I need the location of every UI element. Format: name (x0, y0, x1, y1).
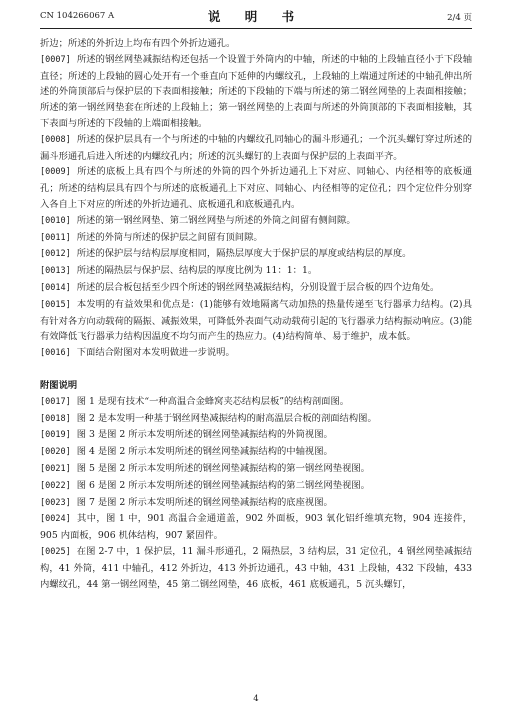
paragraph-text: 图 6 是图 2 所示本发明所述的钢丝网垫减振结构的第二钢丝网垫视图。 (76, 479, 370, 491)
figure-paragraph (40, 461, 472, 478)
page-header (40, 6, 472, 29)
page-number: 4 (253, 694, 259, 704)
figure-paragraph (40, 394, 472, 411)
paragraph-text: 所述的底板上具有四个与所述的外筒的四个外折边通孔上下对应、同轴心、内径相等的底板通孔；所述的结构层具有四个与所述的底板通孔上下对应、同轴心、内径相等的定位孔；四个定位件分别穿入各自上下对应的所述的外折边通孔、底板通孔和底板通孔内。 (40, 166, 472, 210)
paragraph-number: [0012] (40, 249, 71, 260)
paragraph-text: 图 2 是本发明一种基于钢丝网垫减振结构的耐高温层合板的剖面结构图。 (76, 412, 377, 424)
paragraph-text: 所述的层合板包括至少四个所述的钢丝网垫减振结构，分别设置于层合板的四个边角处。 (76, 281, 440, 293)
paragraph-number: [0024] (40, 514, 71, 525)
paragraph (40, 345, 472, 362)
paragraph-text: 所述的隔热层与保护层、结构层的厚度比例为 11：1：1。 (76, 265, 318, 277)
section-title: 附图说明 (40, 379, 78, 391)
paragraph-number: [0011] (40, 232, 71, 243)
paragraph-text: 图 3 是图 2 所示本发明所述的钢丝网垫减振结构的外筒视图。 (76, 429, 333, 441)
paragraph-text: 所述的钢丝网垫减振结构还包括一个设置于外筒内的中轴，所述的中轴的上段轴直径小于下段轴直径；所述的上段轴的圆心处开有一个垂直向下延伸的内螺纹孔，上段轴的上端通过所述的中轴孔伸出所述的外筒顶部后与保护层的下表面相接触；所述的下段轴的下端与所述的第二钢丝网垫的上表面相接触；所述的第一钢丝网垫套在所述的上段轴上；第一钢丝网垫的上表面与所述的外筒顶部的下表面相接触，其下表面与所述的下段轴的上端面相接触。 (40, 53, 472, 129)
paragraph-text: 所述的外筒与所述的保护层之间留有顶间隙。 (76, 231, 263, 243)
paragraph-number: [0017] (40, 396, 71, 407)
figure-paragraph (40, 411, 472, 428)
paragraph-text: 图 5 是图 2 所示本发明所述的钢丝网垫减振结构的第一钢丝网垫视图。 (76, 462, 370, 474)
paragraph (40, 297, 472, 345)
paragraph-number: [0007] (40, 54, 71, 65)
figure-paragraph (40, 478, 472, 495)
figure-paragraph (40, 427, 472, 444)
paragraph-number: [0015] (40, 299, 71, 310)
figure-paragraph (40, 511, 472, 544)
paragraph-number: [0018] (40, 413, 71, 424)
paragraph (40, 280, 472, 297)
paragraph-number: [0021] (40, 463, 71, 474)
paragraph (40, 213, 472, 230)
paragraph (40, 230, 472, 247)
paragraph-number: [0013] (40, 266, 71, 277)
paragraph-text: 图 7 是图 2 所示本发明所述的钢丝网垫减振结构的底座视图。 (76, 496, 333, 508)
paragraph-text: 图 1 是现有技术“一种高温合金蜂窝夹芯结构层板”的结构剖面图。 (76, 395, 350, 407)
figure-paragraph (40, 544, 472, 592)
paragraph-number: [0023] (40, 497, 71, 508)
figure-paragraph (40, 495, 472, 512)
paragraph-number: [0008] (40, 134, 71, 145)
paragraph-text: 其中，图 1 中，901 高温合金通道盖，902 外面板，903 氧化铝纤维填充物，904 连接件，905 内面板，906 机体结构，907 紧固件。 (40, 513, 472, 542)
paragraph-number: [0014] (40, 282, 71, 293)
paragraph (40, 52, 472, 132)
paragraph-text: 折边；所述的外折边上均布有四个外折边通孔。 (40, 38, 236, 49)
paragraph-number: [0020] (40, 447, 71, 458)
paragraph-number: [0022] (40, 480, 71, 491)
paragraph-text: 所述的保护层具有一个与所述的中轴的内螺纹孔同轴心的漏斗形通孔；一个沉头螺钉穿过所述的漏斗形通孔后进入所述的内螺纹孔内；所述的沉头螺钉的上表面与保护层的上表面平齐。 (40, 133, 472, 162)
paragraph-number: [0016] (40, 348, 71, 359)
paragraph-text: 下面结合附图对本发明做进一步说明。 (76, 347, 235, 359)
paragraph-number: [0019] (40, 430, 71, 441)
document-body (40, 36, 472, 592)
paragraph-continued (40, 36, 472, 52)
paragraph-text: 所述的第一钢丝网垫、第二钢丝网垫与所述的外筒之间留有侧间隙。 (76, 214, 356, 226)
page-info: 2/4 页 (447, 13, 472, 23)
paragraph-number: [0009] (40, 167, 71, 178)
paragraph-text: 本发明的有益效果和优点是：(1)能够有效地隔离气动加热的热量传递至飞行器承力结构。(2)具有针对各方向动载荷的隔振、减振效果，可降低外表面气动动载荷引起的飞行器承力结构振动响应。(3)能有效降低飞行器承力结构因温度不均匀而产生的热应力。(4)结构简单、易于维护，成本低。 (40, 298, 472, 343)
paragraph-text: 图 4 是图 2 所示本发明所述的钢丝网垫减振结构的中轴视图。 (76, 446, 333, 458)
figure-paragraph (40, 444, 472, 461)
paragraph-text: 所述的保护层与结构层厚度相同，隔热层厚度大于保护层的厚度或结构层的厚度。 (76, 248, 412, 260)
document-title: 说 明 书 (207, 9, 305, 24)
paragraph (40, 164, 472, 212)
paragraph-number: [0025] (40, 546, 71, 557)
paragraph-text: 在图 2-7 中，1 保护层，11 漏斗形通孔，2 隔热层，3 结构层，31 定位孔，4 钢丝网垫减振结构，41 外筒，411 中轴孔，412 外折边，413 外折边通孔，43 中轴，431 上段轴，432 下段轴，433 内螺纹孔，44 第一钢丝网垫，45 第二钢丝网垫，46 底板，461 底板通孔，5 沉头螺钉， (40, 545, 472, 590)
paragraph (40, 263, 472, 280)
paragraph-number: [0010] (40, 215, 71, 226)
patent-number: CN 104266067 A (40, 11, 115, 21)
paragraph (40, 246, 472, 263)
paragraph (40, 132, 472, 165)
